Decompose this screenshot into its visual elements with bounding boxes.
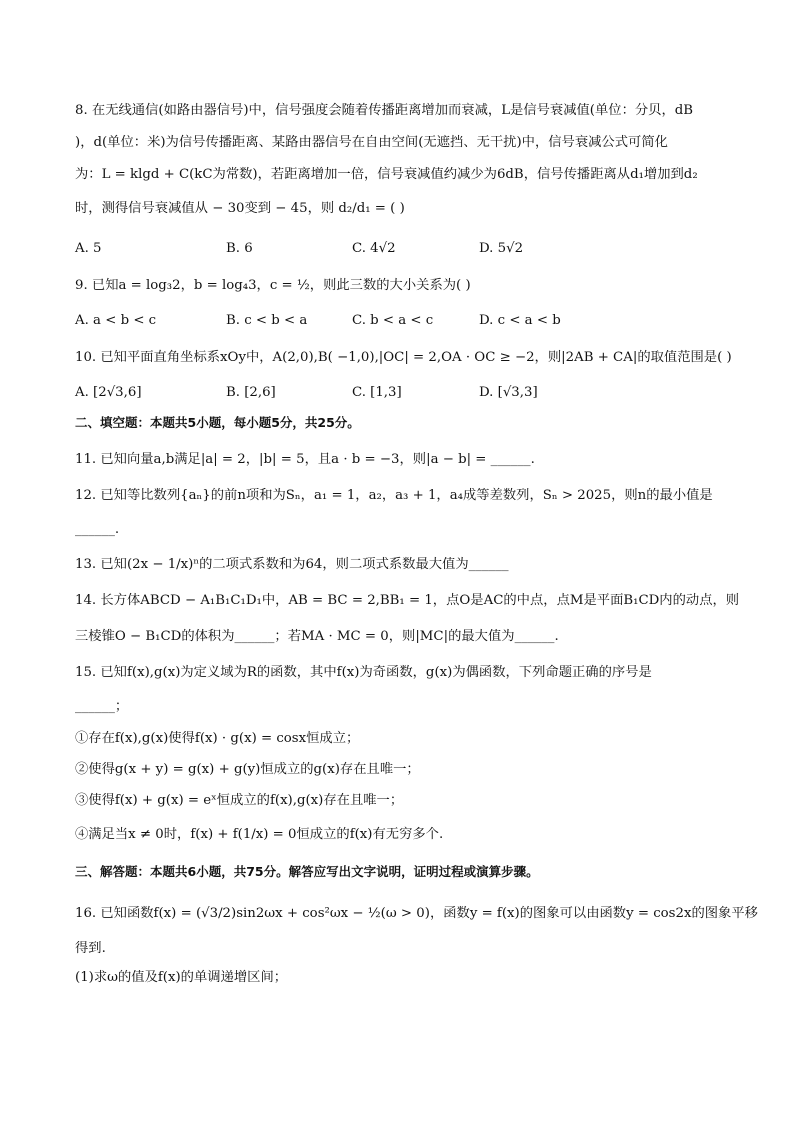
question-line: 15. 已知f(x),g(x)为定义域为R的函数，其中f(x)为奇函数，g(x)为偶函数，下列命题正确的序号是 <box>75 665 652 680</box>
question-line: ②使得g(x + y) = g(x) + g(y)恒成立的g(x)存在且唯一； <box>75 762 420 777</box>
answer-option: B. 6 <box>226 241 253 256</box>
answer-option: A. a < b < c <box>75 313 157 328</box>
question-line: 13. 已知(2x − 1/x)ⁿ的二项式系数和为64，则二项式系数最大值为______ <box>75 557 509 572</box>
answer-option: A. [2√3,6] <box>75 385 142 400</box>
question-line: ①存在f(x),g(x)使得f(x) · g(x) = cosx恒成立； <box>75 731 360 746</box>
question-line: ______； <box>75 699 129 714</box>
question-line: 9. 已知a = log₃2，b = log₄3，c = ½，则此三数的大小关系为( ) <box>75 278 471 293</box>
question-line: (1)求ω的值及f(x)的单调递增区间； <box>75 970 288 985</box>
question-line: ④满足当x ≠ 0时，f(x) + f(1/x) = 0恒成立的f(x)有无穷多个. <box>75 827 444 842</box>
question-line: ______. <box>75 522 120 537</box>
question-line: 三棱锥O − B₁CD的体积为______；若MA · MC = 0，则|MC|的最大值为______. <box>75 629 559 644</box>
answer-option: D. [√3,3] <box>479 385 538 400</box>
question-line: 16. 已知函数f(x) = (√3/2)sin2ωx + cos²ωx − ½(ω > 0)，函数y = f(x)的图象可以由函数y = cos2x的图象平移 <box>75 906 758 921</box>
answer-option: D. c < a < b <box>479 313 561 328</box>
answer-option: C. b < a < c <box>352 313 434 328</box>
question-line: 10. 已知平面直角坐标系xOy中，A(2,0),B( −1,0),|OC| = 2,OA · OC ≥ −2，则|2AB + CA|的取值范围是( ) <box>75 350 732 365</box>
question-line: 8. 在无线通信(如路由器信号)中，信号强度会随着传播距离增加而衰减，L是信号衰减值(单位：分贝，dB <box>75 103 694 118</box>
answer-option: A. 5 <box>75 241 102 256</box>
answer-option: D. 5√2 <box>479 241 524 256</box>
question-line: 14. 长方体ABCD − A₁B₁C₁D₁中，AB = BC = 2,BB₁ = 1，点O是AC的中点，点M是平面B₁CD内的动点，则 <box>75 593 740 608</box>
answer-option: B. c < b < a <box>226 313 308 328</box>
question-line: 得到. <box>75 941 106 956</box>
question-line: ③使得f(x) + g(x) = eˣ恒成立的f(x),g(x)存在且唯一； <box>75 793 404 808</box>
question-line: 12. 已知等比数列{aₙ}的前n项和为Sₙ，a₁ = 1，a₂，a₃ + 1，a₄成等差数列，Sₙ > 2025，则n的最小值是 <box>75 488 713 503</box>
question-line: 为：L = klgd + C(kC为常数)，若距离增加一倍，信号衰减值约减少为6dB，信号传播距离从d₁增加到d₂ <box>75 167 698 182</box>
question-line: 11. 已知向量a,b满足|a| = 2，|b| = 5，且a · b = −3，则|a − b| = ______. <box>75 452 535 467</box>
question-line: 时，测得信号衰减值从 − 30变到 − 45，则 d₂/d₁ = ( ) <box>75 201 405 216</box>
question-line: )，d(单位：米)为信号传播距离、某路由器信号在自由空间(无遮挡、无干扰)中，信号衰减公式可简化 <box>75 135 668 150</box>
answer-option: C. [1,3] <box>352 385 402 400</box>
answer-option: B. [2,6] <box>226 385 276 400</box>
answer-option: C. 4√2 <box>352 241 396 256</box>
section-heading: 二、填空题：本题共5小题，每小题5分，共25分。 <box>75 415 360 430</box>
section-heading: 三、解答题：本题共6小题，共75分。解答应写出文字说明，证明过程或演算步骤。 <box>75 864 539 879</box>
